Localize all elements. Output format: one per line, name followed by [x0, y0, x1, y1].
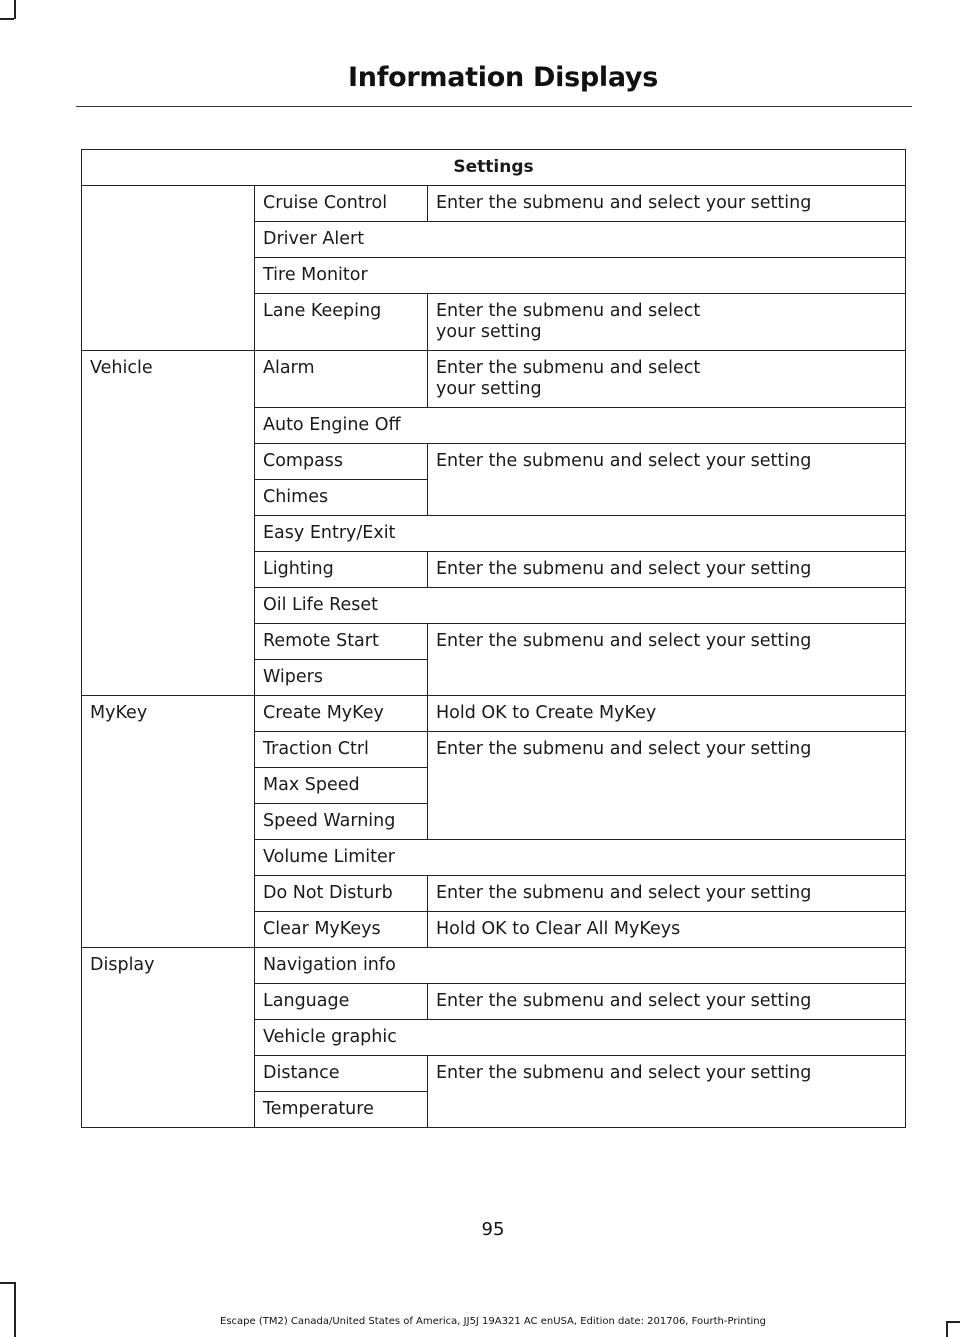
setting-cell: Easy Entry/Exit: [255, 516, 906, 552]
action-line: your setting: [436, 379, 542, 399]
table-row: [82, 351, 906, 408]
action-cell: Enter the submenu and select your setting: [428, 444, 906, 516]
category-cell: [82, 186, 255, 351]
settings-table: [81, 149, 906, 1128]
action-cell: Enter the submenu and select your setting: [428, 552, 906, 588]
page-title: Information Displays: [348, 62, 658, 93]
table-caption: Settings: [82, 150, 906, 186]
category-cell: MyKey: [82, 696, 255, 948]
setting-cell: Lane Keeping: [255, 294, 428, 351]
setting-cell: Wipers: [255, 660, 428, 696]
setting-cell: Navigation info: [255, 948, 906, 984]
setting-cell: Compass: [255, 444, 428, 480]
action-line: your setting: [436, 322, 542, 342]
setting-cell: Auto Engine Off: [255, 408, 906, 444]
crop-mark-bottom-left-vertical: [14, 1282, 16, 1337]
setting-cell: Cruise Control: [255, 186, 428, 222]
action-cell: [428, 294, 906, 351]
setting-cell: Remote Start: [255, 624, 428, 660]
setting-cell: Driver Alert: [255, 222, 906, 258]
action-cell: Enter the submenu and select your setting: [428, 876, 906, 912]
table-row: [82, 696, 906, 732]
page-number: 95: [481, 1219, 505, 1240]
action-cell: Enter the submenu and select your setting: [428, 1056, 906, 1128]
table-row: [82, 948, 906, 984]
setting-cell: Speed Warning: [255, 804, 428, 840]
action-cell: Enter the submenu and select your setting: [428, 624, 906, 696]
title-divider: [76, 106, 912, 107]
setting-cell: Tire Monitor: [255, 258, 906, 294]
crop-mark-bottom-left: [0, 1282, 14, 1284]
crop-mark-top-left-vertical: [14, 0, 16, 19]
setting-cell: Language: [255, 984, 428, 1020]
action-cell: Hold OK to Create MyKey: [428, 696, 906, 732]
setting-cell: Max Speed: [255, 768, 428, 804]
setting-cell: Alarm: [255, 351, 428, 408]
table-row: [82, 186, 906, 222]
action-cell: Hold OK to Clear All MyKeys: [428, 912, 906, 948]
setting-cell: Clear MyKeys: [255, 912, 428, 948]
setting-cell: Chimes: [255, 480, 428, 516]
setting-cell: Lighting: [255, 552, 428, 588]
setting-cell: Vehicle graphic: [255, 1020, 906, 1056]
action-cell: Enter the submenu and select your setting: [428, 732, 906, 840]
action-cell: [428, 351, 906, 408]
edition-footer: Escape (TM2) Canada/United States of America, JJ5J 19A321 AC enUSA, Edition date: 201706, Fourth-Printing: [220, 1316, 766, 1327]
category-cell: Display: [82, 948, 255, 1128]
table-header-row: [82, 150, 906, 186]
action-line: Enter the submenu and select: [436, 358, 701, 378]
crop-mark-top-left: [0, 18, 14, 20]
setting-cell: Create MyKey: [255, 696, 428, 732]
setting-cell: Oil Life Reset: [255, 588, 906, 624]
setting-cell: Temperature: [255, 1092, 428, 1128]
action-line: Enter the submenu and select: [436, 301, 701, 321]
setting-cell: Distance: [255, 1056, 428, 1092]
setting-cell: Do Not Disturb: [255, 876, 428, 912]
setting-cell: Volume Limiter: [255, 840, 906, 876]
setting-cell: Traction Ctrl: [255, 732, 428, 768]
action-cell: Enter the submenu and select your setting: [428, 186, 906, 222]
action-cell: Enter the submenu and select your setting: [428, 984, 906, 1020]
category-cell: Vehicle: [82, 351, 255, 696]
